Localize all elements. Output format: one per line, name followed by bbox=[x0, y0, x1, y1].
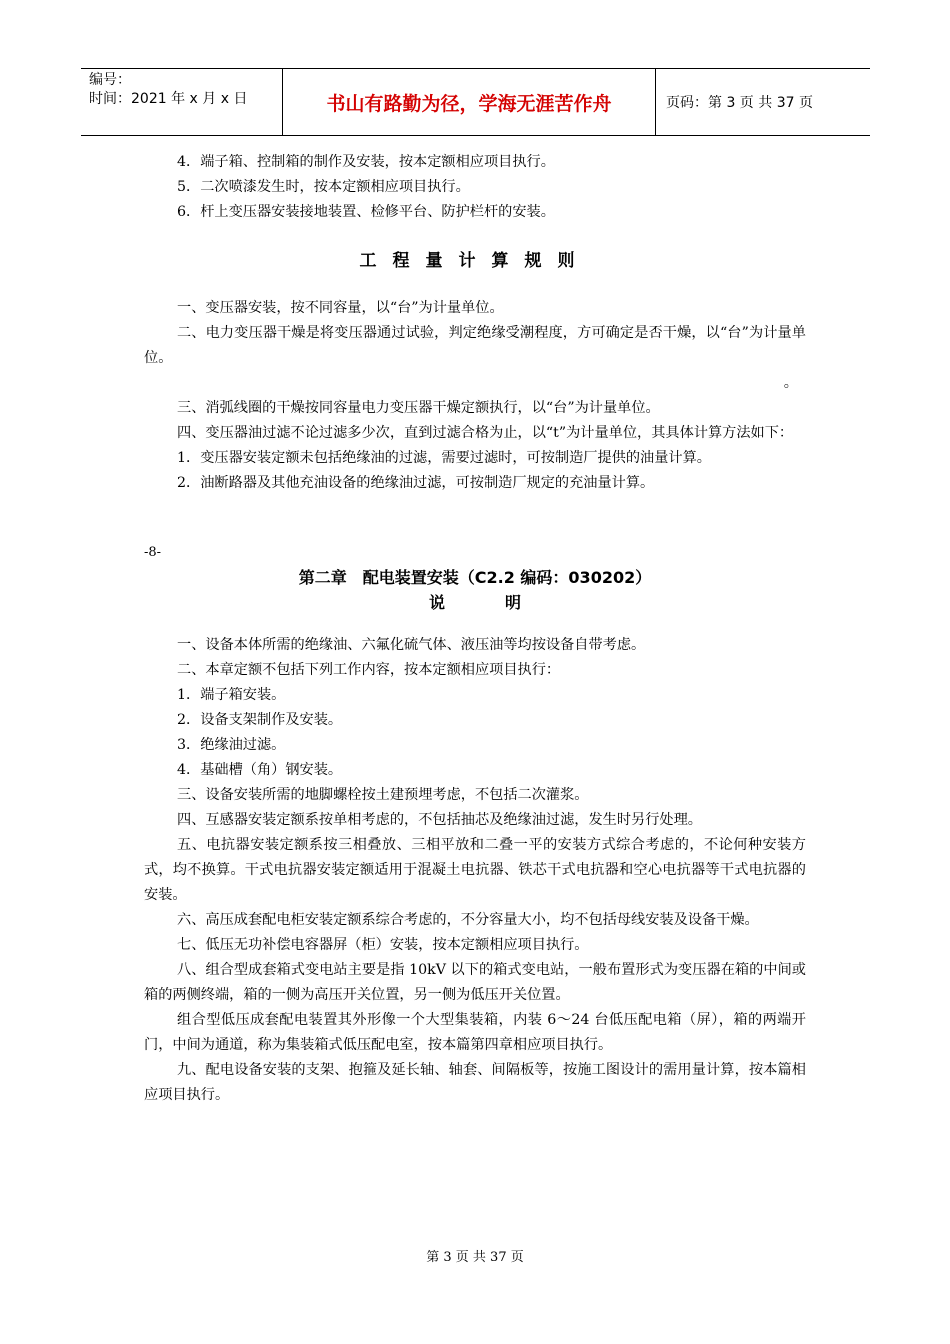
list-item: 1．端子箱安装。 bbox=[177, 687, 286, 703]
paragraph: 一、设备本体所需的绝缘油、六氟化硫气体、液压油等均按设备自带考虑。 bbox=[177, 637, 646, 653]
document-time-label: 时间：2021 年 x 月 x 日 bbox=[89, 91, 248, 107]
list-item: 6．杆上变压器安装接地装置、检修平台、防护栏杆的安装。 bbox=[177, 204, 555, 220]
paragraph: 六、高压成套配电柜安装定额系综合考虑的，不分容量大小，均不包括母线安装及设备干燥。 bbox=[177, 912, 759, 928]
header-meta bbox=[81, 69, 282, 135]
list-item: 2．设备支架制作及安装。 bbox=[177, 712, 343, 728]
stray-mark: 。 bbox=[783, 375, 798, 391]
paragraph: 二、电力变压器干燥是将变压器通过试验，判定绝缘受潮程度，方可确定是否干燥，以“台”为计量单位。 bbox=[144, 325, 806, 366]
page-footer: 第 3 页 共 37 页 bbox=[426, 1250, 524, 1265]
header-page-cell bbox=[656, 69, 870, 135]
paragraph: 九、配电设备安装的支架、抱箍及延长轴、轴套、间隔板等，按施工图设计的需用量计算，按本篇相应项目执行。 bbox=[144, 1062, 806, 1103]
paragraph: 三、消弧线圈的干燥按同容量电力变压器干燥定额执行，以“台”为计量单位。 bbox=[177, 400, 660, 416]
header-page-number: 页码：第 3 页 共 37 页 bbox=[666, 95, 813, 111]
list-item: 5．二次喷漆发生时，按本定额相应项目执行。 bbox=[177, 179, 470, 195]
page-marker: -8- bbox=[144, 545, 162, 560]
list-item: 4．基础槽（角）钢安装。 bbox=[177, 762, 343, 778]
paragraph: 三、设备安装所需的地脚螺栓按土建预埋考虑，不包括二次灌浆。 bbox=[177, 787, 589, 803]
paragraph: 五、电抗器安装定额系按三相叠放、三相平放和二叠一平的安装方式综合考虑的，不论何种安装方式，均不换算。干式电抗器安装定额适用于混凝土电抗器、铁芯干式电抗器和空心电抗器等干式电抗器的安装。 bbox=[144, 837, 806, 903]
header-motto: 书山有路勤为径，学海无涯苦作舟 bbox=[326, 92, 612, 115]
list-item: 4．端子箱、控制箱的制作及安装，按本定额相应项目执行。 bbox=[177, 154, 555, 170]
list-item: 3．绝缘油过滤。 bbox=[177, 737, 286, 753]
paragraph: 一、变压器安装，按不同容量，以“台”为计量单位。 bbox=[177, 300, 504, 316]
document-body bbox=[144, 150, 806, 1108]
document-number-label: 编号： bbox=[89, 72, 131, 88]
page-header bbox=[81, 68, 870, 136]
paragraph: 七、低压无功补偿电容器屏（柜）安装，按本定额相应项目执行。 bbox=[177, 937, 589, 953]
paragraph: 2．油断路器及其他充油设备的绝缘油过滤，可按制造厂规定的充油量计算。 bbox=[177, 475, 655, 491]
header-motto-cell bbox=[282, 69, 656, 135]
paragraph: 四、互感器安装定额系按单相考虑的，不包括抽芯及绝缘油过滤，发生时另行处理。 bbox=[177, 812, 702, 828]
paragraph: 四、变压器油过滤不论过滤多少次，直到过滤合格为止，以“t”为计量单位，其具体计算方法如下： bbox=[177, 425, 794, 441]
paragraph: 八、组合型成套箱式变电站主要是指 10kV 以下的箱式变电站，一般布置形式为变压器在箱的中间或箱的两侧终端，箱的一侧为高压开关位置，另一侧为低压开关位置。 bbox=[144, 962, 806, 1003]
section-heading: 工程量计算规则 bbox=[359, 251, 591, 271]
paragraph: 二、本章定额不包括下列工作内容，按本定额相应项目执行： bbox=[177, 662, 561, 678]
paragraph: 1．变压器安装定额未包括绝缘油的过滤，需要过滤时，可按制造厂提供的油量计算。 bbox=[177, 450, 711, 466]
chapter-title: 第二章 配电装置安装（C2.2 编码：030202） bbox=[298, 568, 652, 587]
chapter-subtitle: 说明 bbox=[428, 593, 581, 612]
paragraph: 组合型低压成套配电装置其外形像一个大型集装箱，内装 6～24 台低压配电箱（屏），箱的两端开门，中间为通道，称为集装箱式低压配电室，按本篇第四章相应项目执行。 bbox=[144, 1012, 806, 1053]
